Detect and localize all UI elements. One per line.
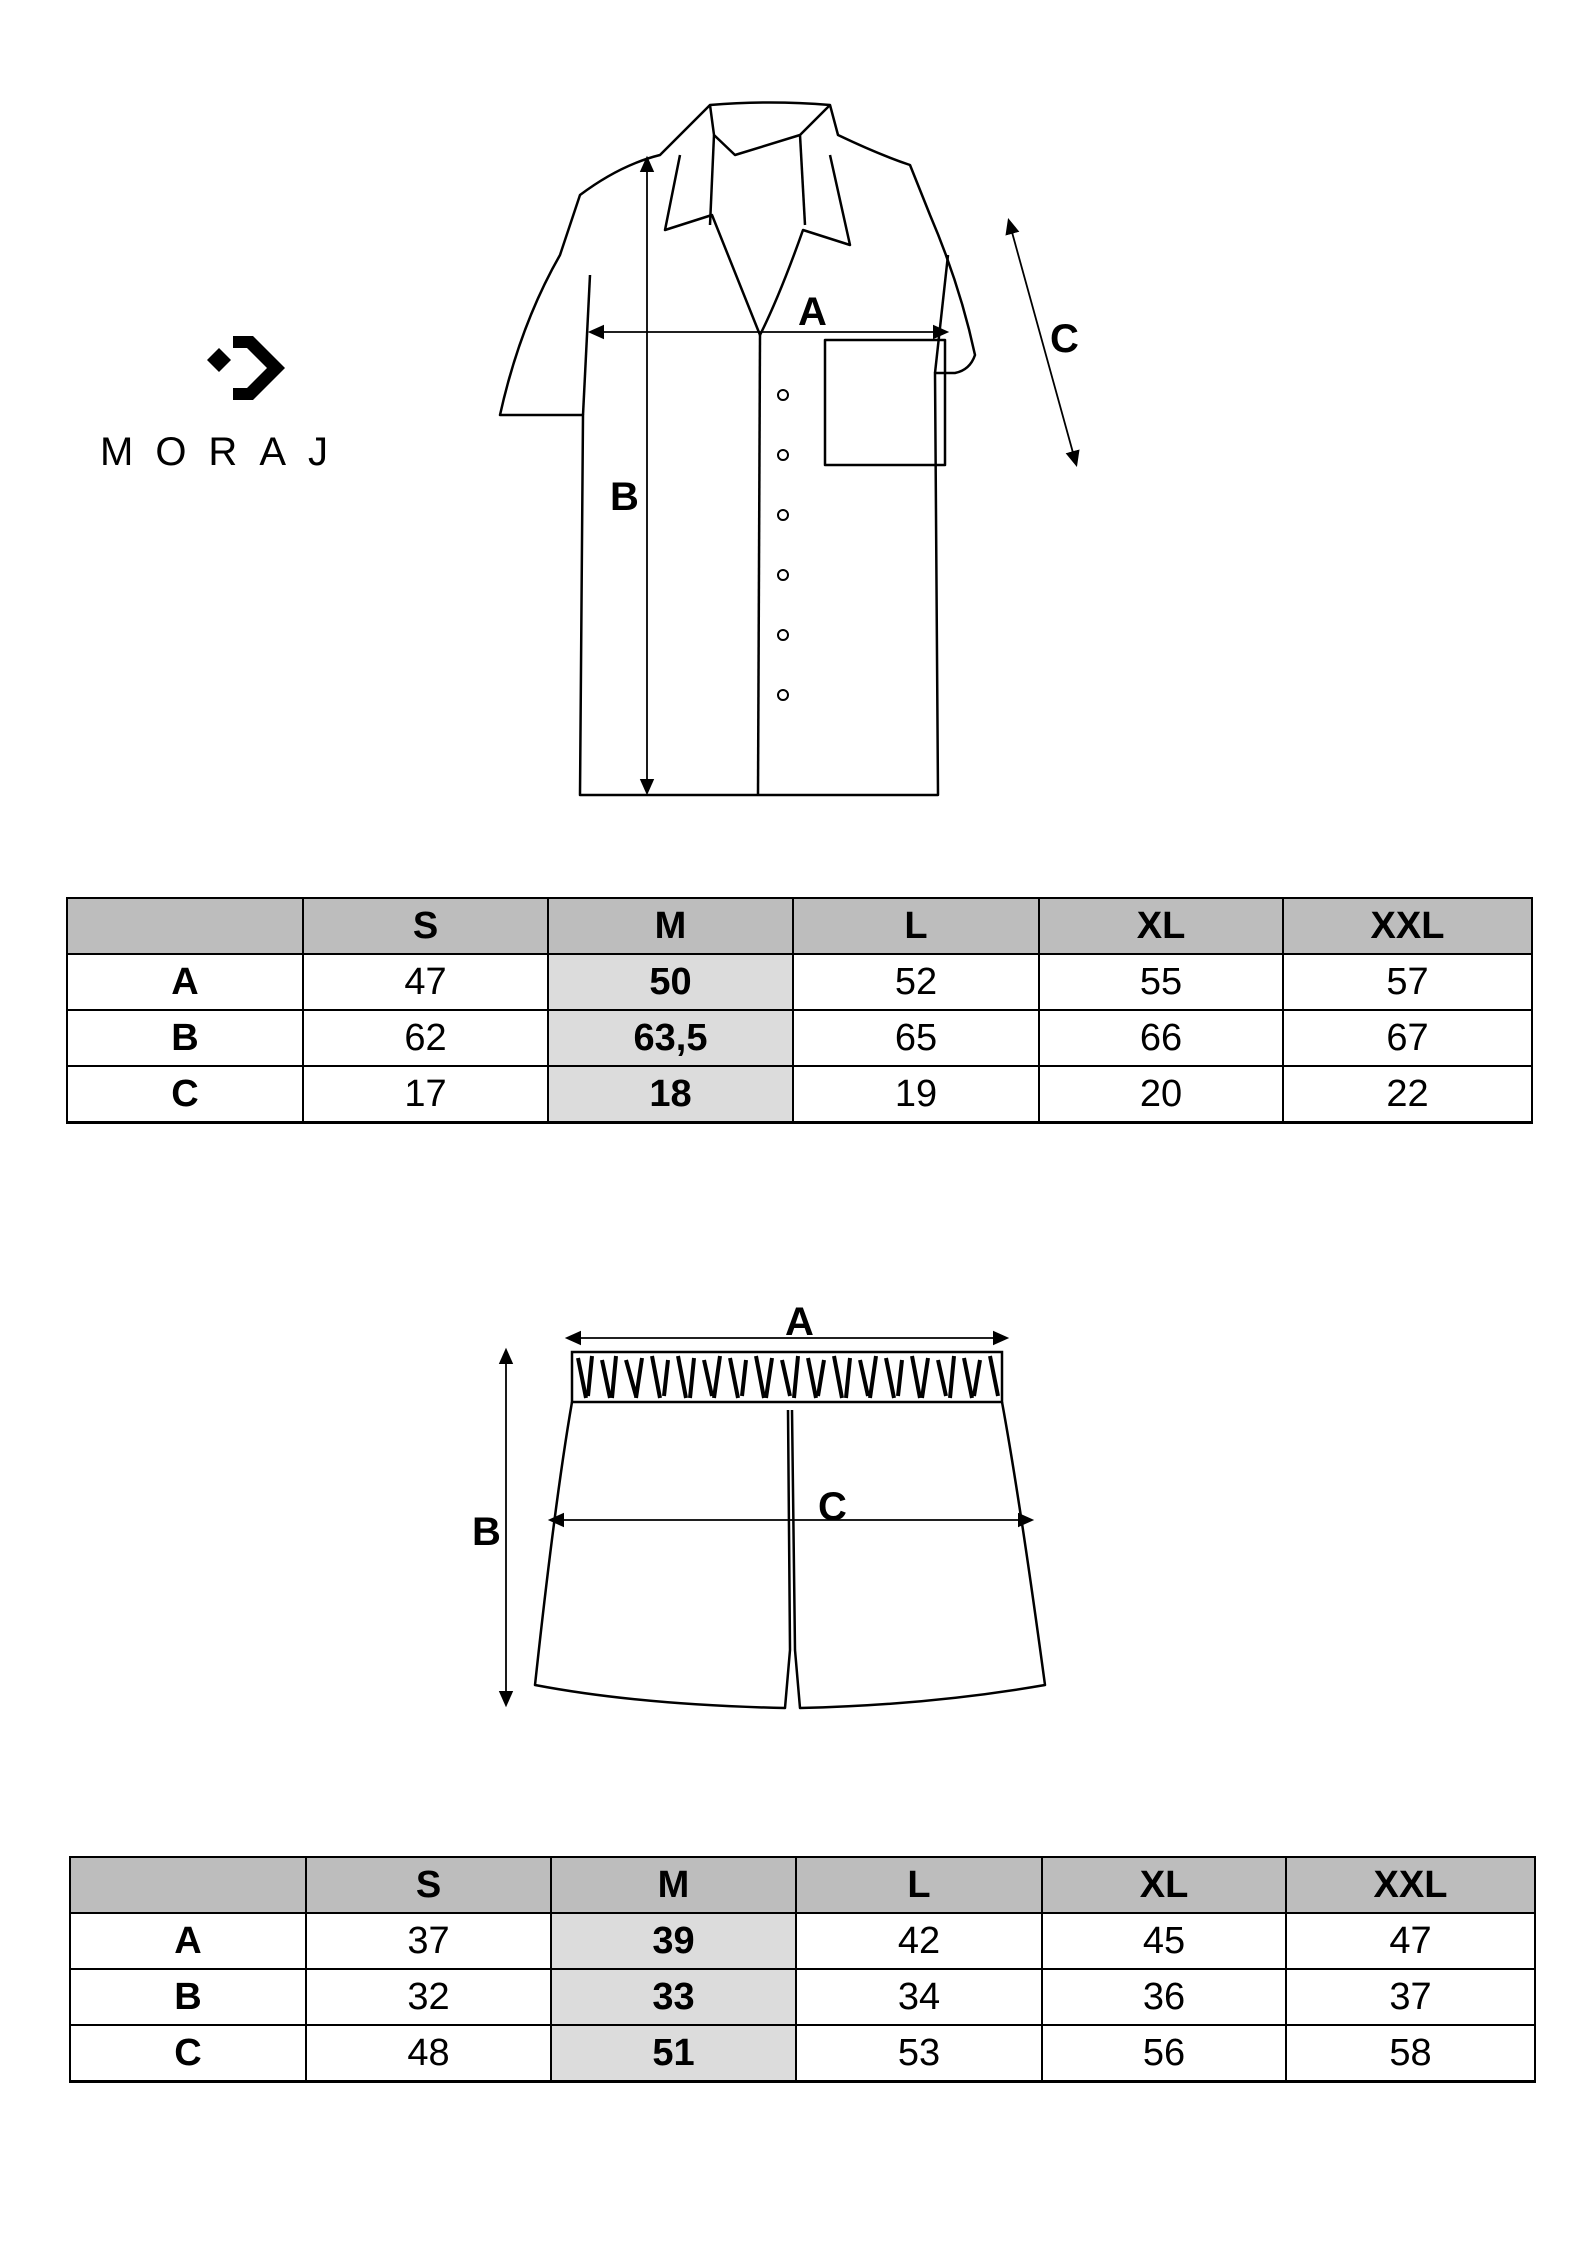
row-label: C xyxy=(67,1066,303,1123)
table-cell: 34 xyxy=(796,1969,1042,2025)
row-label: A xyxy=(67,954,303,1010)
table-cell: 19 xyxy=(793,1066,1039,1123)
shirt-label-a: A xyxy=(798,290,827,334)
table-cell: 50 xyxy=(548,954,793,1010)
table-cell: 66 xyxy=(1039,1010,1283,1066)
column-header: XL xyxy=(1042,1857,1286,1913)
table-cell: 51 xyxy=(551,2025,796,2082)
table-cell: 45 xyxy=(1042,1913,1286,1969)
row-label: A xyxy=(70,1913,306,1969)
shorts-size-table xyxy=(69,1856,1536,2083)
table-cell: 47 xyxy=(1286,1913,1535,1969)
table-cell: 39 xyxy=(551,1913,796,1969)
table-cell: 37 xyxy=(306,1913,551,1969)
column-header: S xyxy=(306,1857,551,1913)
shirt-label-b: B xyxy=(610,475,639,519)
shorts-label-c: C xyxy=(818,1485,847,1529)
table-row xyxy=(70,1913,1535,1969)
table-row xyxy=(67,1066,1532,1123)
column-header: XXL xyxy=(1283,898,1532,954)
table-cell: 55 xyxy=(1039,954,1283,1010)
shirt-diagram xyxy=(480,95,1120,815)
table-cell: 47 xyxy=(303,954,548,1010)
shirt-size-table xyxy=(66,897,1533,1124)
row-label: B xyxy=(67,1010,303,1066)
table-row xyxy=(67,1010,1532,1066)
table-cell: 56 xyxy=(1042,2025,1286,2082)
table-cell: 32 xyxy=(306,1969,551,2025)
row-label: C xyxy=(70,2025,306,2082)
shorts-label-a: A xyxy=(785,1300,814,1344)
table-row xyxy=(70,1969,1535,2025)
column-header: M xyxy=(551,1857,796,1913)
table-cell: 58 xyxy=(1286,2025,1535,2082)
column-header: S xyxy=(303,898,548,954)
shirt-pocket xyxy=(825,340,945,465)
shirt-outline xyxy=(500,103,975,796)
table-header-row xyxy=(67,898,1532,954)
row-label: B xyxy=(70,1969,306,2025)
table-cell: 52 xyxy=(793,954,1039,1010)
column-header: L xyxy=(793,898,1039,954)
column-header: XL xyxy=(1039,898,1283,954)
table-row xyxy=(70,2025,1535,2082)
table-cell: 17 xyxy=(303,1066,548,1123)
table-cell: 62 xyxy=(303,1010,548,1066)
table-cell: 63,5 xyxy=(548,1010,793,1066)
table-row xyxy=(67,954,1532,1010)
column-header: XXL xyxy=(1286,1857,1535,1913)
shirt-label-c: C xyxy=(1050,317,1079,361)
column-header: M xyxy=(548,898,793,954)
table-header-row xyxy=(70,1857,1535,1913)
moraj-chevron-logo-icon xyxy=(195,330,385,420)
table-cell: 65 xyxy=(793,1010,1039,1066)
table-cell: 67 xyxy=(1283,1010,1532,1066)
brand-name: MORAJ xyxy=(100,430,350,474)
column-header xyxy=(70,1857,306,1913)
table-cell: 33 xyxy=(551,1969,796,2025)
table-cell: 57 xyxy=(1283,954,1532,1010)
shirt-buttons xyxy=(778,390,788,700)
shorts-diagram xyxy=(460,1300,1080,1720)
shorts-label-b: B xyxy=(472,1510,501,1554)
table-cell: 37 xyxy=(1286,1969,1535,2025)
table-cell: 18 xyxy=(548,1066,793,1123)
table-cell: 22 xyxy=(1283,1066,1532,1123)
column-header: L xyxy=(796,1857,1042,1913)
table-cell: 20 xyxy=(1039,1066,1283,1123)
table-cell: 36 xyxy=(1042,1969,1286,2025)
table-cell: 48 xyxy=(306,2025,551,2082)
table-cell: 53 xyxy=(796,2025,1042,2082)
shorts-waistband xyxy=(572,1352,1002,1402)
table-cell: 42 xyxy=(796,1913,1042,1969)
shorts-outline xyxy=(535,1402,1045,1708)
brand-logo xyxy=(100,330,400,490)
column-header xyxy=(67,898,303,954)
